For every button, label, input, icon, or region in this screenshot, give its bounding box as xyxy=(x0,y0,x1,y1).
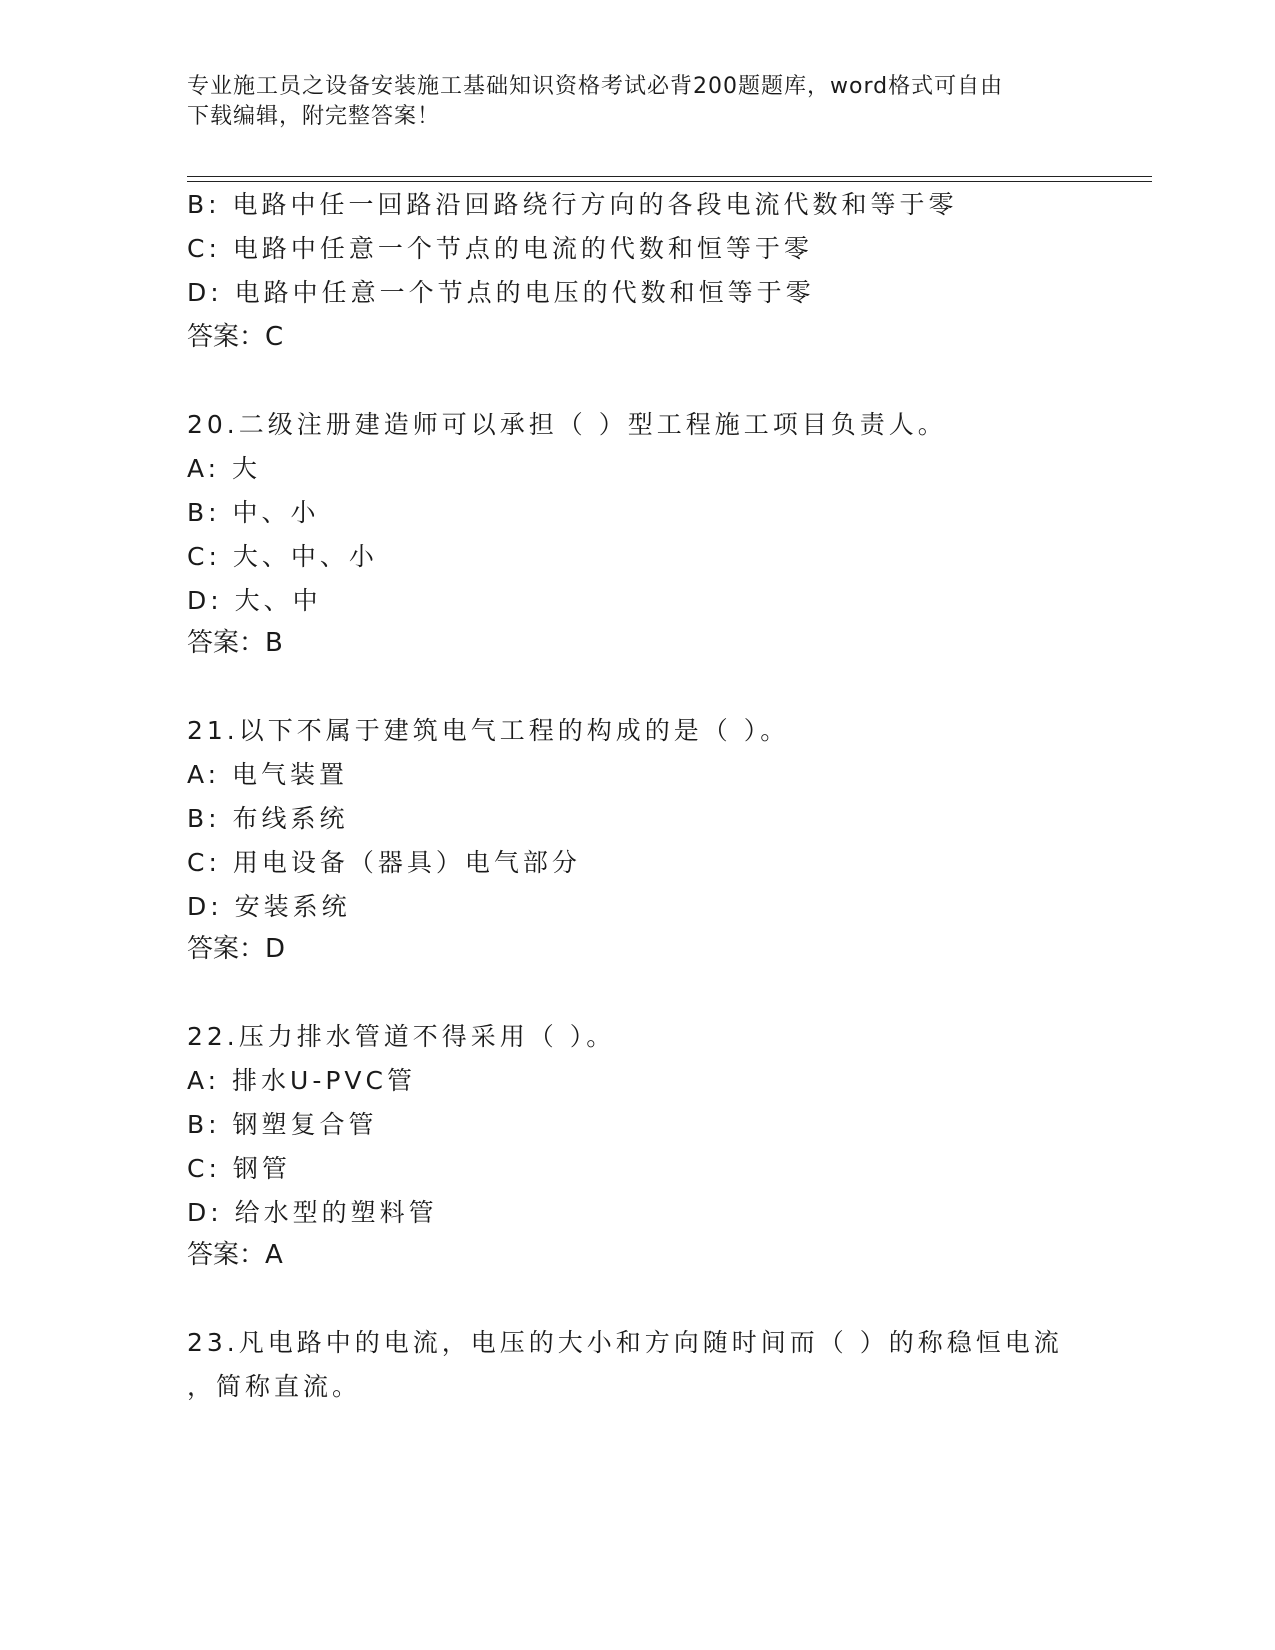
q21-option-c: C: 用电设备（器具）电气部分 xyxy=(187,848,581,877)
q19-option-d: D: 电路中任意一个节点的电压的代数和恒等于零 xyxy=(187,278,815,307)
q20-option-c: C: 大、中、小 xyxy=(187,542,378,571)
q20-option-d: D: 大、中 xyxy=(187,586,322,615)
q20-question: 20.二级注册建造师可以承担（ ）型工程施工项目负责人。 xyxy=(187,410,947,439)
document-header xyxy=(187,72,1077,132)
header-line-2: 下载编辑，附完整答案！ xyxy=(187,104,441,129)
q21-option-a: A: 电气装置 xyxy=(187,760,349,789)
q21-option-d: D: 安装系统 xyxy=(187,892,351,921)
q22-answer: 答案：A xyxy=(187,1240,283,1270)
header-rule-bottom xyxy=(187,181,1152,182)
q22-question: 22.压力排水管道不得采用（ ）。 xyxy=(187,1022,616,1051)
header-line-1: 专业施工员之设备安装施工基础知识资格考试必背200题题库，word格式可自由 xyxy=(187,74,1004,99)
q20-option-a: A: 大 xyxy=(187,454,262,483)
header-rule-top xyxy=(187,176,1152,177)
q23-question-line-1: 23.凡电路中的电流，电压的大小和方向随时间而（ ）的称稳恒电流 xyxy=(187,1328,1063,1357)
q19-option-b: B: 电路中任一回路沿回路绕行方向的各段电流代数和等于零 xyxy=(187,190,958,219)
q21-option-b: B: 布线系统 xyxy=(187,804,349,833)
q20-answer: 答案：B xyxy=(187,628,283,658)
q21-question: 21.以下不属于建筑电气工程的构成的是（ ）。 xyxy=(187,716,790,745)
q22-option-c: C: 钢管 xyxy=(187,1154,291,1183)
q21-answer: 答案：D xyxy=(187,934,286,964)
q20-option-b: B: 中、小 xyxy=(187,498,320,527)
q22-option-a: A: 排水U-PVC管 xyxy=(187,1066,416,1095)
q19-answer: 答案：C xyxy=(187,322,284,352)
q22-option-d: D: 给水型的塑料管 xyxy=(187,1198,438,1227)
q22-option-b: B: 钢塑复合管 xyxy=(187,1110,378,1139)
q23-question-line-2: ，简称直流。 xyxy=(187,1372,362,1401)
q19-option-c: C: 电路中任意一个节点的电流的代数和恒等于零 xyxy=(187,234,813,263)
